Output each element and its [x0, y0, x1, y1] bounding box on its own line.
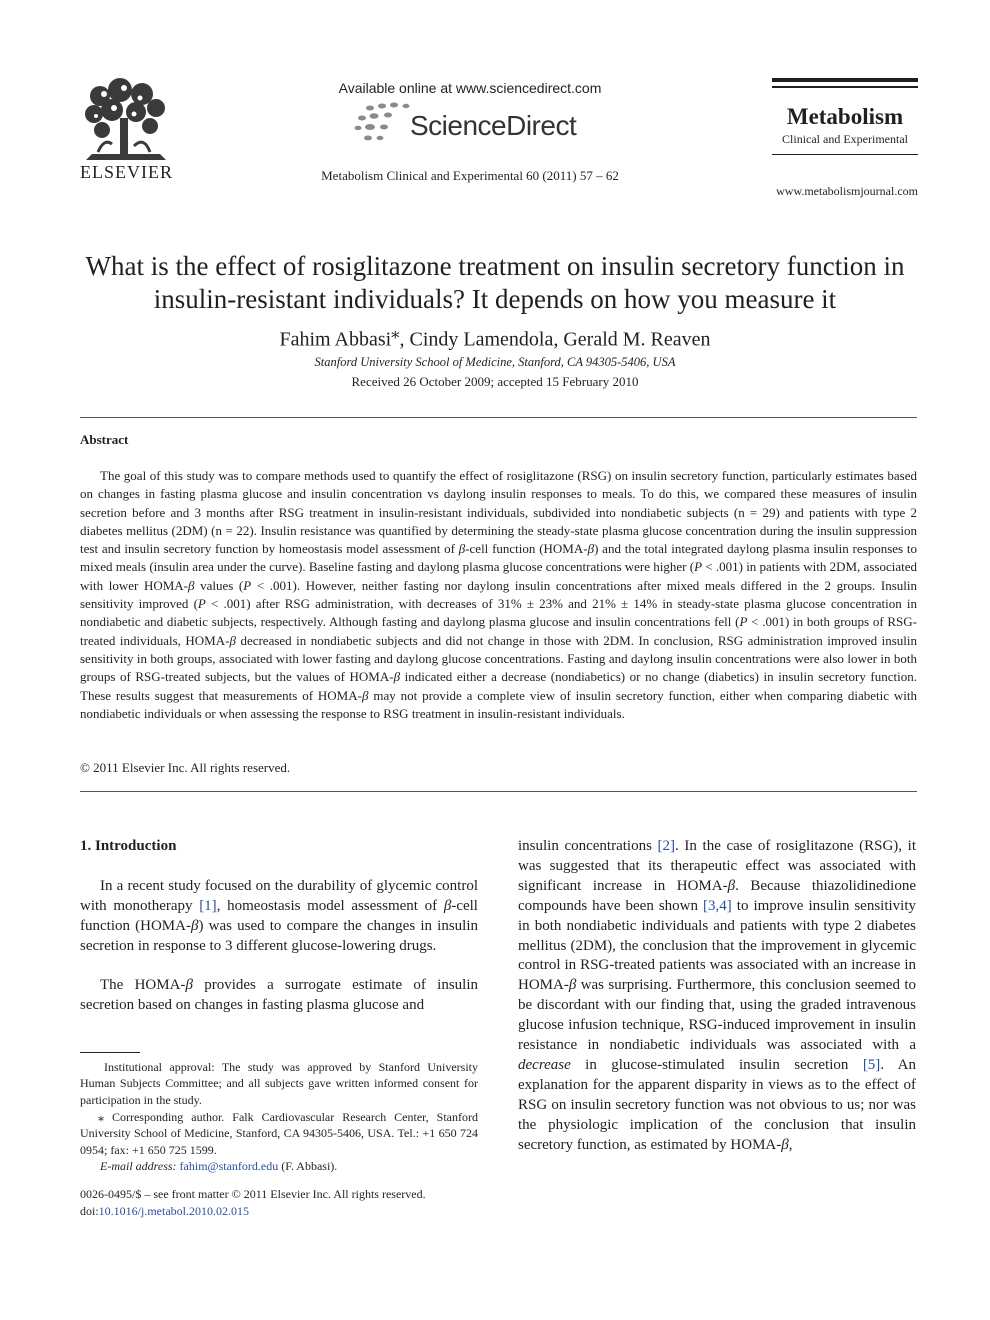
author-name[interactable]: Fahim Abbasi: [279, 328, 392, 351]
available-online-text[interactable]: Available online at www.sciencedirect.com: [338, 80, 602, 96]
citation-link[interactable]: [2]: [657, 838, 676, 854]
copyright-notice: © 2011 Elsevier Inc. All rights reserved.: [80, 760, 291, 775]
publisher-name: ELSEVIER: [80, 162, 173, 182]
sciencedirect-wordmark: ScienceDirect: [410, 110, 577, 141]
journal-citation: Metabolism Clinical and Experimental 60 (2011) 57 – 62: [321, 168, 619, 183]
author-names-rest[interactable]: , Cindy Lamendola, Gerald M. Reaven: [399, 328, 711, 351]
footnote-email: E-mail address: fahim@stanford.edu (F. Abbasi).: [100, 1159, 338, 1173]
intro-paragraph-2: The HOMA-β provides a surrogate estimate of insulin secretion based on changes in fasting plasma glucose and: [80, 977, 478, 1013]
journal-masthead-rule: [772, 78, 918, 82]
doi-link[interactable]: 10.1016/j.metabol.2010.02.015: [98, 1204, 249, 1218]
abstract-heading: Abstract: [80, 432, 129, 447]
intro-paragraph-continued: insulin concentrations [2]. In the case of rosiglitazone (RSG), it was suggested that its therapeutic effect was associated with significant increase in HOMA-β. Because thiazolidinedione compounds have been shown [3,4] to improve insulin sensitivity in both nondiabetic individuals and patients with type 2 diabetes mellitus (2DM), the conclusion that the improvement in glycemic control in RSG-treated patients was associated with an increase in HOMA-β was surprising. Furthermore, this conclusion seemed to be discordant with our finding that, using the graded intravenous glucose infusion technique, RSG-induced improvement in insulin resistance in nondiabetic individuals was associated with a decrease in glucose-stimulated insulin secretion [5]. An explanation for the apparent disparity in views as to the effect of RSG on insulin secretory function was not obvious to us; nor was the physiologic implication of the conclusion that insulin secretory function, as estimated by HOMA-β,: [518, 838, 917, 1153]
journal-url[interactable]: www.metabolismjournal.com: [776, 184, 918, 198]
citation-link[interactable]: [3,4]: [703, 897, 732, 914]
intro-paragraph-1: In a recent study focused on the durability of glycemic control with monotherapy [1], homeostasis model assessment of β-cell function (HOMA-β) was used to compare the changes in insulin secretion in response to 3 different glucose-lowering drugs.: [80, 878, 478, 954]
front-matter-notice: 0026-0495/$ – see front matter © 2011 Elsevier Inc. All rights reserved.: [80, 1187, 426, 1201]
footnote-rule: [80, 1052, 140, 1053]
citation-link[interactable]: [1]: [199, 897, 217, 914]
journal-masthead-rule: [772, 154, 918, 155]
footnote-institutional-approval: Institutional approval: The study was approved by Stanford University Human Subjects Committee; and all subjects gave written informed consent for participation in the study.: [80, 1060, 478, 1107]
abstract-top-rule: [80, 417, 917, 418]
footnote-corresponding-author: ⁎ Corresponding author. Falk Cardiovascular Research Center, Stanford University School of Medicine, Stanford, CA 94305-5406, USA. Tel.: +1 650 724 0954; fax: +1 650 725 1599.: [80, 1110, 478, 1157]
email-link[interactable]: fahim@stanford.edu: [179, 1159, 279, 1173]
abstract-bottom-rule: [80, 791, 917, 792]
author-affiliation: Stanford University School of Medicine, Stanford, CA 94305-5406, USA: [314, 355, 676, 369]
corresponding-author-mark[interactable]: ⁎: [391, 323, 400, 342]
doi-line: doi:10.1016/j.metabol.2010.02.015: [80, 1204, 249, 1218]
article-title: What is the effect of rosiglitazone treatment on insulin secretory function in insulin-resistant individuals? It depends on how you measure it: [85, 251, 905, 314]
article-dates: Received 26 October 2009; accepted 15 February 2010: [351, 374, 639, 389]
journal-subtitle: Clinical and Experimental: [782, 132, 908, 146]
abstract-text: The goal of this study was to compare methods used to quantify the effect of rosiglitazone (RSG) on insulin secretory function, particularly estimates based on changes in fasting plasma glucose and insulin concentration vs daylong insulin responses to meals. To do this, we compared these measures of insulin secretion before and 3 months after RSG treatment in insulin-resistant individuals, subdivided into nondiabetic subjects (n = 29) and patients with type 2 diabetes mellitus (2DM) (n = 22). Insulin resistance was quantified by determining the steady-state plasma glucose concentration during the insulin suppression test and insulin secretory function by homeostasis model assessment of β-cell function (HOMA-β) and the total integrated daylong plasma insulin responses to mixed meals (insulin area under the curve). Baseline fasting and daylong plasma glucose concentrations were higher (P < .001) in patients with 2DM, associated with lower HOMA-β values (P < .001). However, neither fasting nor daylong insulin concentrations after mixed meals differed in the 2 groups. Insulin sensitivity improved (P < .001) after RSG administration, with decreases of 31% ± 23% and 21% ± 14% in steady-state plasma glucose concentration in nondiabetic and diabetic subjects, respectively. Although fasting and daylong plasma glucose and insulin concentrations fell (P < .001) in both groups of RSG-treated individuals, HOMA-β decreased in nondiabetic subjects and did not change in those with 2DM. In conclusion, RSG administration improved insulin sensitivity in both groups, associated with lower fasting and daylong glucose concentrations. Fasting and daylong insulin concentrations were also lower in both groups of RSG-treated subjects, but the values of HOMA-β indicated either a decrease (nondiabetics) or no change (diabetics) in insulin secretory function. These results suggest that measurements of HOMA-β may not provide a complete view of insulin secretory function, either when comparing diabetic with nondiabetic individuals or when assessing the response to RSG treatment in insulin-resistant individuals.: [80, 468, 917, 721]
section-heading-introduction: 1. Introduction: [80, 838, 177, 854]
journal-masthead-rule: [772, 86, 918, 88]
author-list: [100, 323, 890, 352]
citation-link[interactable]: [5]: [862, 1056, 881, 1073]
journal-title: Metabolism: [786, 104, 904, 129]
